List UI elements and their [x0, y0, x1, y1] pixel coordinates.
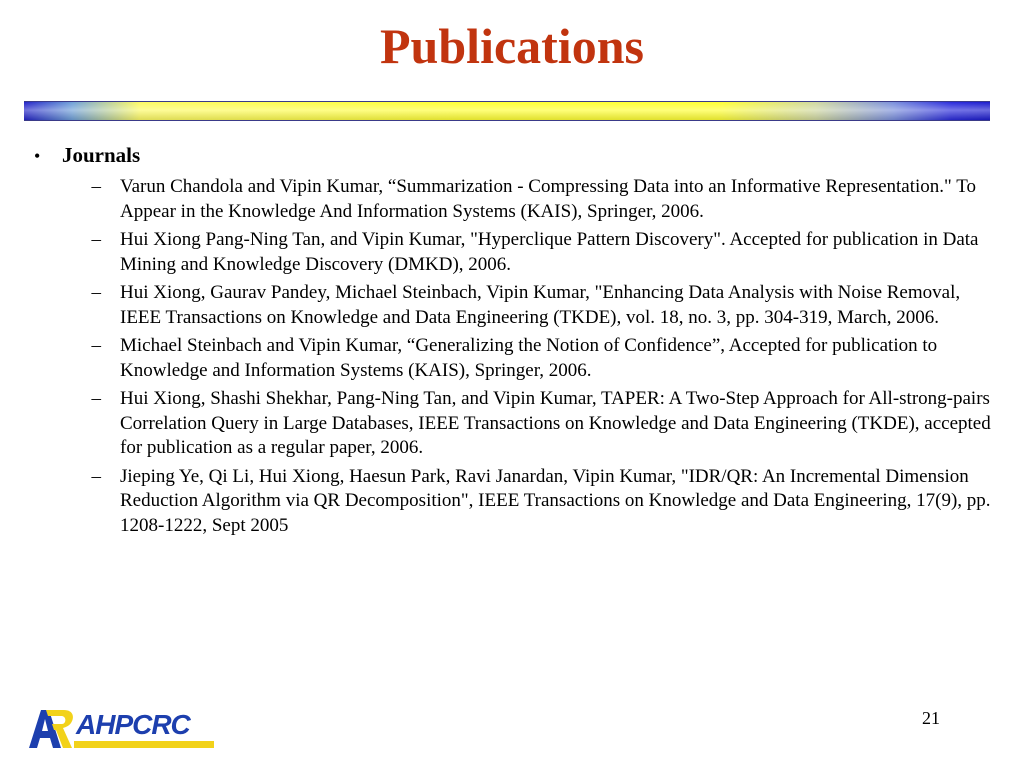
list-item: [34, 281, 994, 330]
dash-icon: –: [91, 176, 120, 197]
logo-underline: [74, 741, 214, 748]
publication-text: Hui Xiong, Shashi Shekhar, Pang-Ning Tan, and Vipin Kumar, TAPER: A Two-Step Approach for All-strong-pairs Correlation Query in Large Databases, IEEE Transactions on Knowledge and Data Engineering (TKDE), accepted for publication as a regular paper, 2006.: [120, 388, 991, 458]
dash-icon: –: [91, 335, 120, 356]
publication-text: Hui Xiong, Gaurav Pandey, Michael Steinbach, Vipin Kumar, "Enhancing Data Analysis with Noise Removal, IEEE Transactions on Knowledge and Data Engineering (TKDE), vol. 18, no. 3, pp. 304-319, March, 2006.: [120, 282, 961, 328]
publication-text: Varun Chandola and Vipin Kumar, “Summarization - Compressing Data into an Informative Representation." To Appear in the Knowledge And Information Systems (KAIS), Springer, 2006.: [120, 176, 976, 222]
bullet-dot-icon: •: [34, 146, 41, 166]
dash-icon: –: [91, 388, 120, 409]
bullet-journals: [34, 142, 994, 169]
page-number: 21: [922, 708, 940, 728]
ahpcrc-logo-mark-icon: [28, 707, 76, 749]
list-item: [34, 175, 994, 224]
list-item: [34, 228, 994, 277]
dash-icon: –: [91, 282, 120, 303]
list-item: [34, 465, 994, 539]
dash-icon: –: [91, 229, 120, 250]
section-heading: Journals: [62, 143, 141, 167]
slide-content: [34, 142, 994, 542]
ahpcrc-logo: [28, 707, 214, 749]
publication-text: Jieping Ye, Qi Li, Hui Xiong, Haesun Park, Ravi Janardan, Vipin Kumar, "IDR/QR: An Incremental Dimension Reduction Algorithm via QR Decomposition", IEEE Transactions on Knowledge and Data Engineering, 17(9), pp. 1208-1222, Sept 2005: [120, 465, 991, 536]
dash-icon: –: [91, 465, 120, 487]
publication-text: Hui Xiong Pang-Ning Tan, and Vipin Kumar, "Hyperclique Pattern Discovery". Accepted for publication in Data Mining and Knowledge Discovery (DMKD), 2006.: [120, 229, 979, 275]
title-divider-bar: [24, 101, 990, 121]
publication-text: Michael Steinbach and Vipin Kumar, “Generalizing the Notion of Confidence”, Accepted for publication to Knowledge and Information Systems (KAIS), Springer, 2006.: [120, 335, 938, 381]
list-item: [34, 387, 994, 461]
logo-text: AHPCRC: [76, 709, 190, 740]
slide-title: Publications: [380, 18, 644, 74]
publication-list: [34, 175, 994, 538]
list-item: [34, 334, 994, 383]
